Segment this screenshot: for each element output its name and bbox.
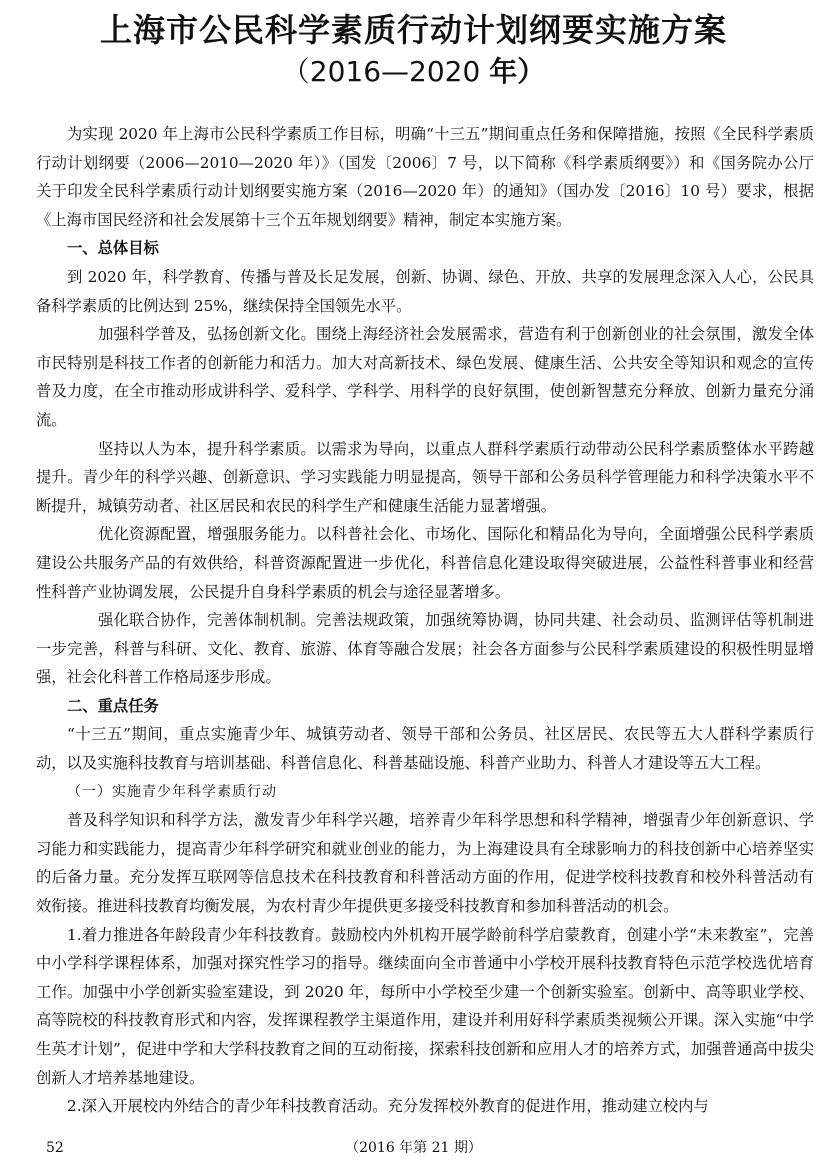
subtitle-years: （2016—2020 — [281, 55, 490, 88]
section-heading-tasks: 二、重点任务 — [67, 696, 159, 715]
document-subtitle — [0, 54, 827, 90]
section-heading-goals: 一、总体目标 — [67, 239, 159, 258]
paragraph-youth-item-1: 1.着力推进各年龄段青少年科技教育。鼓励校内外机构开展学龄前科学启蒙教育，创建小学“未来教室”，完善中小学科学课程体系，加强对探究性学习的指导。继续面向全市普通中小学校开展科技教育特色示范学校选优培育工作。加强中小学创新实验室建设，到 2020 年，每所中小学校至少建一个创新实验室。创新中、高等职业学校、高等院校的科技教育形式和内容，发挥课程教学主渠道作用，建设并利用好科学素质类视频公开课。深入实施“中学生英才计划”，促进中学和大学科技教育之间的互动衔接，探索科技创新和应用人才的培养方式，加强普通高中拔尖创新人才培养基地建设。 — [36, 925, 814, 1087]
document-body — [36, 120, 814, 1121]
paragraph-youth-overview: 普及科学知识和科学方法，激发青少年科学兴趣，培养青少年科学思想和科学精神，增强青少年创新意识、学习能力和实践能力，提高青少年科学研究和就业创业的能力，为上海建设具有全球影响力的科技创新中心培养坚实的后备力量。充分发挥互联网等信息技术在科技教育和科普活动方面的作用，促进学校科技教育和校外科普活动有效衔接。推进科技教育均衡发展，为农村青少年提供更多接受科技教育和参加科普活动的机会。 — [36, 811, 814, 916]
paragraph-goal-resources: 优化资源配置，增强服务能力。以科普社会化、市场化、国际化和精品化为导向，全面增强公民科学素质建设公共服务产品的有效供给，科普资源配置进一步优化，科普信息化建设取得突破进展，公益性科普事业和经营性科普产业协调发展，公民提升自身科学素质的机会与途径显著增多。 — [36, 525, 814, 601]
document-title: 上海市公民科学素质行动计划纲要实施方案 — [99, 11, 727, 49]
paragraph-goal-overview: 到 2020 年，科学教育、传播与普及长足发展，创新、协调、绿色、开放、共享的发展理念深入人心，公民具备科学素质的比例达到 25%，继续保持全国领先水平。 — [36, 267, 814, 315]
paragraph-goal-people-oriented: 坚持以人为本，提升科学素质。以需求为导向，以重点人群科学素质行动带动公民科学素质整体水平跨越提升。青少年的科学兴趣、创新意识、学习实践能力明显提高，领导干部和公务员科学管理能力和科学决策水平不断提升，城镇劳动者、社区居民和农民的科学生产和健康生活能力显著增强。 — [36, 439, 814, 515]
paragraph-youth-item-2: 2.深入开展校内外结合的青少年科技教育活动。充分发挥校外教育的促进作用，推动建立校内与 — [67, 1097, 709, 1116]
intro-paragraph: 为实现 2020 年上海市公民科学素质工作目标，明确“十三五”期间重点任务和保障措施，按照《全民科学素质行动计划纲要（2006—2010—2020 年）》（国发〔2006〕7 号，以下简称《科学素质纲要》）和《国务院办公厅关于印发全民科学素质行动计划纲要实施方案（2016—2020 年）的通知》（国办发〔2016〕10 号）要求，根据《上海市国民经济和社会发展第十三个五年规划纲要》精神，制定本实施方案。 — [36, 125, 814, 229]
issue-label: （2016 年第 21 期） — [345, 1140, 482, 1156]
subtitle-nian: 年） — [489, 55, 546, 88]
paragraph-tasks-overview: “十三五”期间，重点实施青少年、城镇劳动者、领导干部和公务员、社区居民、农民等五大人群科学素质行动，以及实施科技教育与培训基础、科普信息化、科普基础设施、科普产业助力、科普人才建设等五大工程。 — [36, 725, 814, 773]
page-number: 52 — [46, 1140, 64, 1156]
paragraph-goal-science-popularization: 加强科学普及，弘扬创新文化。围绕上海经济社会发展需求，营造有利于创新创业的社会氛围，激发全体市民特别是科技工作者的创新能力和活力。加大对高新技术、绿色发展、健康生活、公共安全等知识和观念的宣传普及力度，在全市推动形成讲科学、爱科学、学科学、用科学的良好氛围，使创新智慧充分释放、创新力量充分涌流。 — [36, 325, 814, 429]
subsection-heading-youth: （一）实施青少年科学素质行动 — [67, 783, 277, 800]
paragraph-goal-cooperation: 强化联合协作，完善体制机制。完善法规政策，加强统筹协调，协同共建、社会动员、监测评估等机制进一步完善，科普与科研、文化、教育、旅游、体育等融合发展；社会各方面参与公民科学素质建设的积极性明显增强，社会化科普工作格局逐步形成。 — [36, 611, 814, 687]
